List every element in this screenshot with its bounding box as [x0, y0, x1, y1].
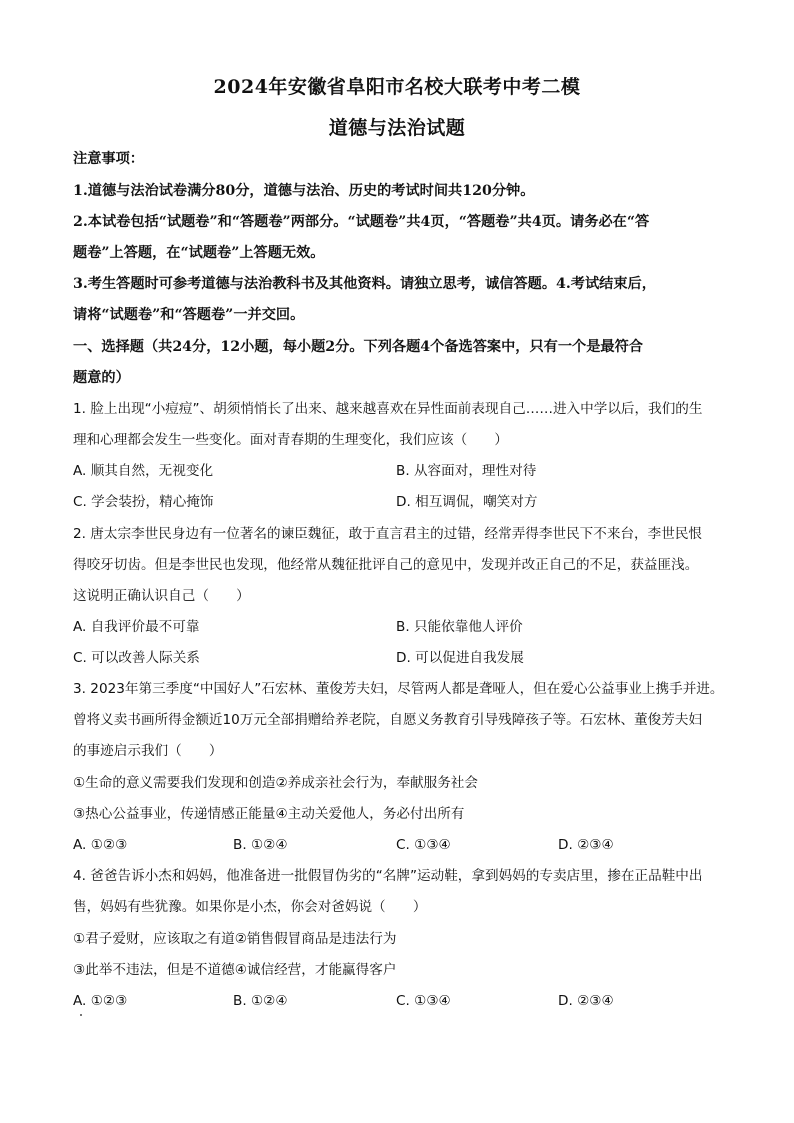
notice-item-3-line-1: 3.考生答题时可参考道德与法治教科书及其他资料。请独立思考，诚信答题。4.考试结束后， [73, 276, 656, 292]
notice-item-3-line-2: 请将“试题卷”和“答题卷”一并交回。 [73, 307, 305, 323]
question-4-option-b: B. ①②④ [233, 993, 288, 1009]
question-3-line-2: 曾将义卖书画所得金额近10万元全部捐赠给养老院，自愿义务教育引导残障孩子等。石宏林、董俊芳夫妇 [73, 712, 703, 728]
question-3-line-5: ③热心公益事业，传递情感正能量④主动关爱他人，务必付出所有 [73, 806, 465, 822]
question-3-option-a: A. ①②③ [73, 837, 128, 853]
scan-dot-mark [80, 1014, 82, 1016]
question-1-option-a: A. 顺其自然，无视变化 [73, 463, 214, 479]
question-4-line-2: 售，妈妈有些犹豫。如果你是小杰，你会对爸妈说（ ） [73, 899, 427, 915]
notice-heading: 注意事项： [73, 151, 144, 167]
question-1-option-d: D. 相互调侃，嘲笑对方 [396, 494, 538, 510]
notice-item-2-line-2: 题卷”上答题，在“试题卷”上答题无效。 [73, 245, 325, 261]
question-2-option-c: C. 可以改善人际关系 [73, 650, 200, 666]
exam-title: 2024年安徽省阜阳市名校大联考中考二模 [213, 76, 581, 98]
question-4-option-a: A. ①②③ [73, 993, 128, 1009]
question-4-option-c: C. ①③④ [396, 993, 451, 1009]
question-3-line-1: 3. 2023年第三季度“中国好人”石宏林、董俊芳夫妇，尽管两人都是聋哑人，但在爱心公益事业上携手并进。 [73, 681, 724, 697]
question-1-line-1: 1. 脸上出现“小痘痘”、胡须悄悄长了出来、越来越喜欢在异性面前表现自己……进入中学以后，我们的生 [73, 401, 703, 417]
question-4-line-1: 4. 爸爸告诉小杰和妈妈，他准备进一批假冒伪劣的“名牌”运动鞋，拿到妈妈的专卖店里，掺在正品鞋中出 [73, 868, 703, 884]
question-3-option-c: C. ①③④ [396, 837, 451, 853]
question-2-option-a: A. 自我评价最不可靠 [73, 619, 200, 635]
question-1-line-2: 理和心理都会发生一些变化。面对青春期的生理变化，我们应该（ ） [73, 432, 508, 448]
question-2-line-1: 2. 唐太宗李世民身边有一位著名的谏臣魏征，敢于直言君主的过错，经常弄得李世民下不来台，李世民恨 [73, 526, 703, 542]
question-3-option-b: B. ①②④ [233, 837, 288, 853]
question-2-line-3: 这说明正确认识自己（ ） [73, 588, 250, 604]
question-3-line-3: 的事迹启示我们（ ） [73, 743, 223, 759]
question-2-option-b: B. 只能依靠他人评价 [396, 619, 523, 635]
section-heading-line-2: 题意的） [73, 370, 130, 386]
question-4-line-4: ③此举不违法，但是不道德④诚信经营，才能赢得客户 [73, 962, 397, 978]
section-heading-line-1: 一、选择题（共24分，12小题，每小题2分。下列各题4个备选答案中，只有一个是最符合 [73, 339, 643, 355]
question-1-option-b: B. 从容面对，理性对待 [396, 463, 537, 479]
notice-item-1: 1.道德与法治试卷满分80分，道德与法治、历史的考试时间共120分钟。 [73, 183, 535, 199]
question-3-option-d: D. ②③④ [558, 837, 614, 853]
question-4-line-3: ①君子爱财，应该取之有道②销售假冒商品是违法行为 [73, 931, 397, 947]
question-4-option-d: D. ②③④ [558, 993, 614, 1009]
notice-item-2-line-1: 2.本试卷包括“试题卷”和“答题卷”两部分。“试题卷”共4页，“答题卷”共4页。请务必在“答 [73, 214, 650, 230]
question-3-line-4: ①生命的意义需要我们发现和创造②养成亲社会行为，奉献服务社会 [73, 775, 478, 791]
question-2-option-d: D. 可以促进自我发展 [396, 650, 524, 666]
question-1-option-c: C. 学会装扮，精心掩饰 [73, 494, 214, 510]
exam-subject-title: 道德与法治试题 [328, 117, 466, 139]
question-2-line-2: 得咬牙切齿。但是李世民也发现，他经常从魏征批评自己的意见中，发现并改正自己的不足，获益匪浅。 [73, 557, 699, 573]
